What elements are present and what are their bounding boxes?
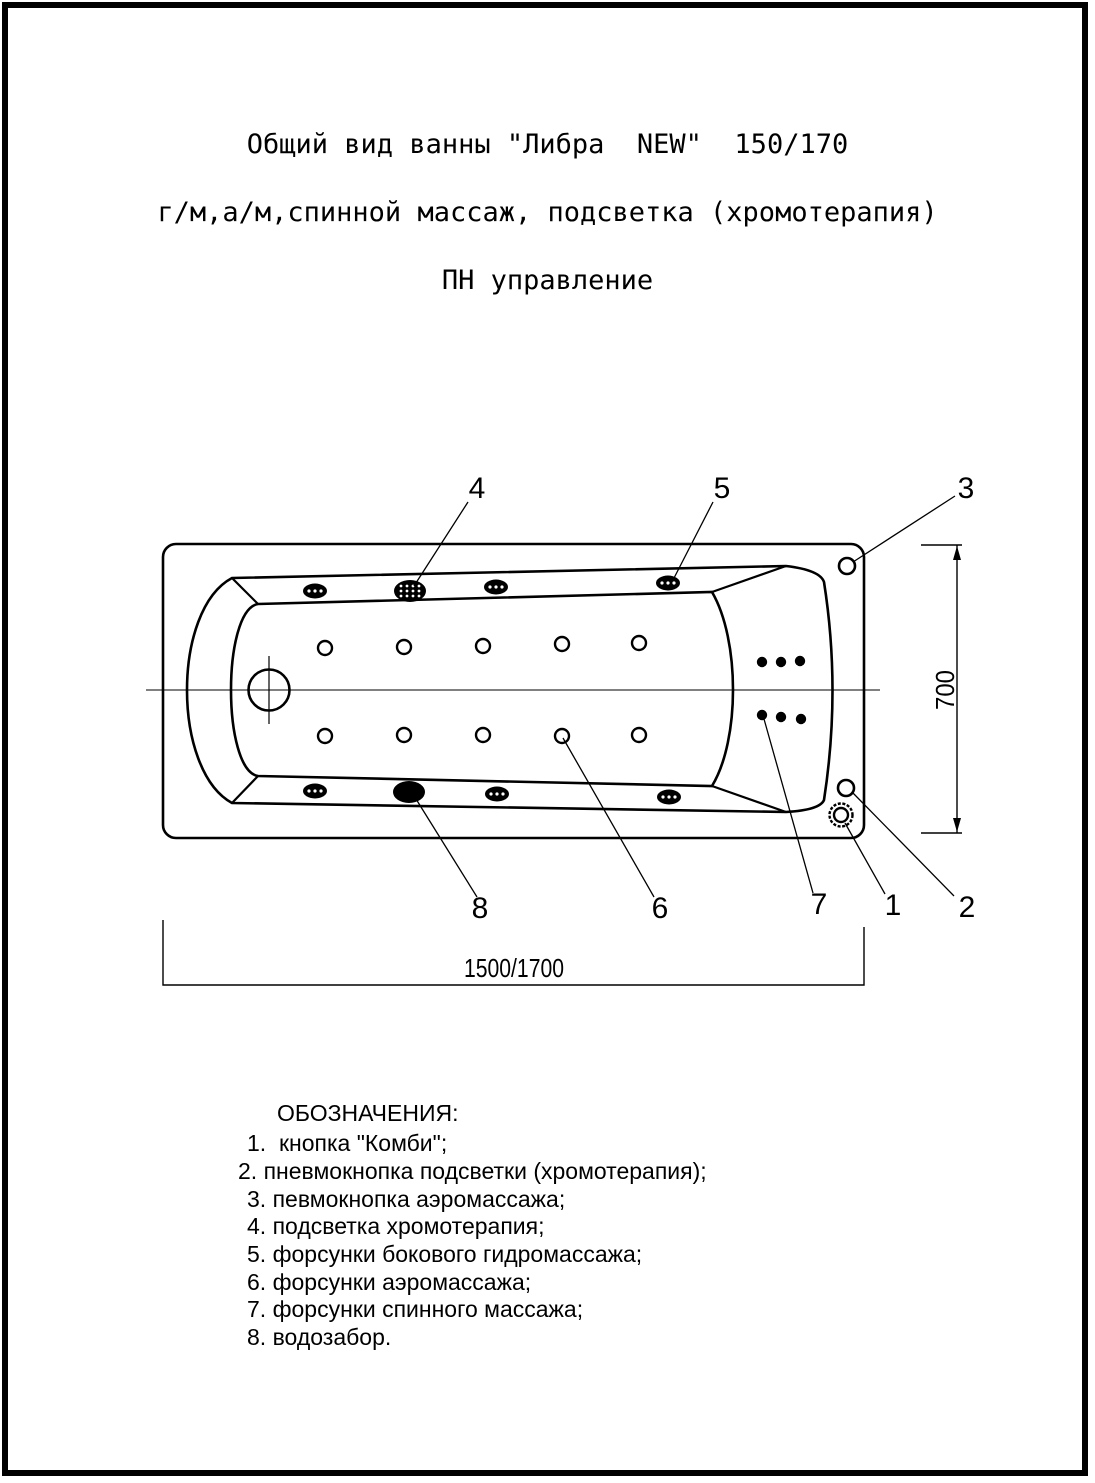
callout-6: 6 xyxy=(651,892,669,925)
hydro-jet xyxy=(485,787,509,802)
wall-slope-edge-bottom-right xyxy=(712,786,786,812)
length-dimension-label: 1500/1700 xyxy=(464,953,564,983)
water-intake xyxy=(393,781,425,803)
callout-4: 4 xyxy=(468,472,486,505)
light-button xyxy=(838,780,854,796)
bathtub-top-view-diagram xyxy=(0,430,1095,1000)
title-line-1: Общий вид ванны "Либра NEW" 150/170 xyxy=(246,129,849,160)
callout-1: 1 xyxy=(884,889,902,922)
hydro-jet xyxy=(303,784,327,799)
legend-item-4: 4. подсветка хромотерапия; xyxy=(247,1213,545,1239)
callout-2: 2 xyxy=(958,891,976,924)
width-dimension-label: 700 xyxy=(930,666,960,710)
length-dimension xyxy=(163,920,864,985)
arrow-down-icon xyxy=(953,818,961,832)
hydro-jet xyxy=(656,576,680,591)
arrow-up-icon xyxy=(953,546,961,560)
callout-8: 8 xyxy=(471,892,489,925)
legend-item-3: 3. певмокнопка аэромассажа; xyxy=(247,1186,566,1212)
leader-1 xyxy=(845,823,885,894)
title-line-2: г/м,а/м,спинной массаж, подсветка (хромотерапия) xyxy=(157,197,938,228)
legend-item-8: 8. водозабор. xyxy=(247,1324,392,1350)
chromotherapy-light xyxy=(394,580,426,602)
callout-5: 5 xyxy=(713,472,731,505)
legend-heading: ОБОЗНАЧЕНИЯ: xyxy=(277,1100,459,1126)
width-dimension xyxy=(921,545,962,833)
hydro-jet xyxy=(657,790,681,805)
callout-7: 7 xyxy=(810,888,828,921)
leader-6 xyxy=(563,738,654,897)
legend-item-2: 2. пневмокнопка подсветки (хромотерапия); xyxy=(238,1158,707,1184)
wall-slope-edge-top-right xyxy=(712,566,786,592)
kombi-button xyxy=(830,804,853,827)
leader-2 xyxy=(852,792,954,896)
wall-slope-edge-top-left xyxy=(232,578,258,604)
legend-item-6: 6. форсунки аэромассажа; xyxy=(247,1269,532,1295)
hydro-jet xyxy=(484,580,508,595)
hydro-jet xyxy=(303,584,327,599)
tub-outer-rim xyxy=(163,544,864,838)
legend-item-5: 5. форсунки бокового гидромассажа; xyxy=(247,1241,643,1267)
leader-8 xyxy=(416,799,477,897)
legend-item-7: 7. форсунки спинного массажа; xyxy=(247,1296,584,1322)
wall-slope-edge-bottom-left xyxy=(232,776,258,803)
title-line-3: ПН управление xyxy=(441,265,654,296)
leader-3 xyxy=(853,496,955,562)
callout-3: 3 xyxy=(957,472,975,505)
legend-item-1: 1. кнопка "Комби"; xyxy=(247,1130,448,1156)
air-massage-button xyxy=(839,558,855,574)
tub-floor-outline xyxy=(231,592,733,786)
